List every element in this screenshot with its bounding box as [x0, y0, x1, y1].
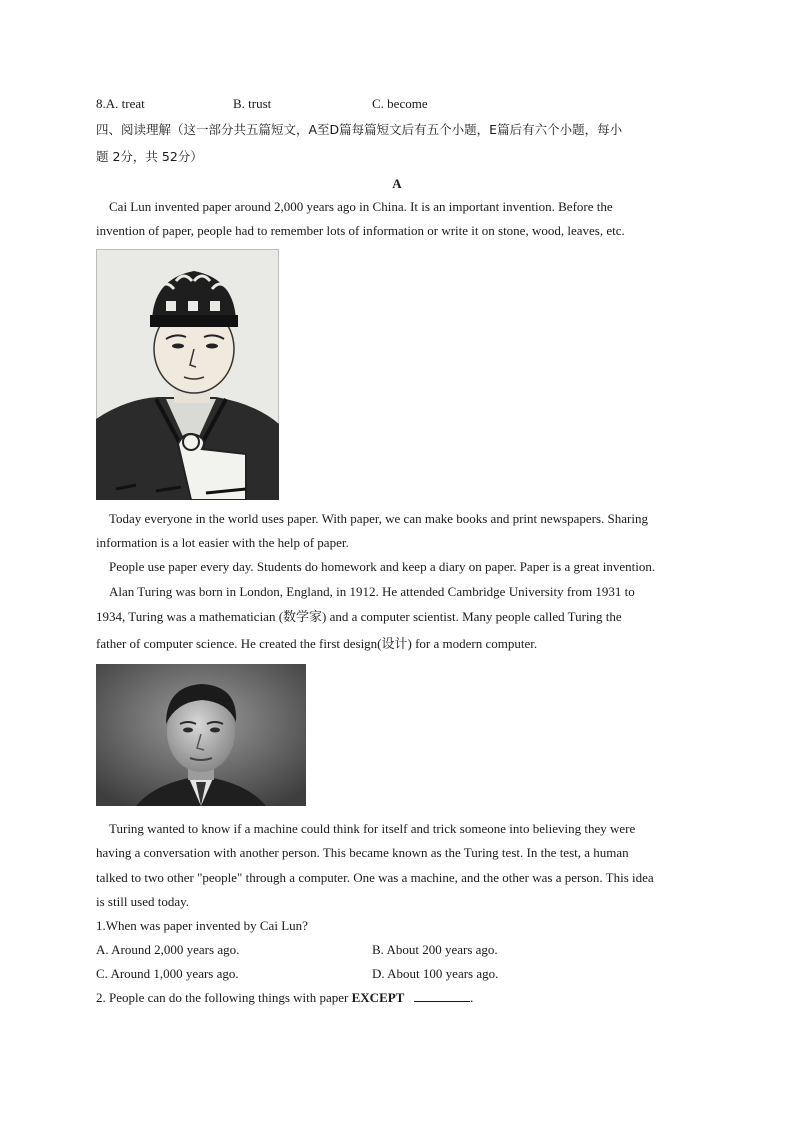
- passage-p1-line1: Cai Lun invented paper around 2,000 years ago in China. It is an important invention. Before the: [109, 199, 613, 214]
- passage-p2-line1: Today everyone in the world uses paper. With paper, we can make books and print newspapers. Sharing: [109, 511, 648, 526]
- q8-option-a: 8.A. treat: [96, 96, 145, 111]
- section-header-line2: 题 2分，共 52分）: [96, 149, 203, 164]
- alan-turing-photo: [96, 664, 306, 806]
- question1-stem: 1.When was paper invented by Cai Lun?: [96, 918, 308, 933]
- question2-stem: [96, 989, 473, 1007]
- passage-p4-line3: father of computer science. He created the first design(设计) for a modern computer.: [96, 636, 538, 651]
- passage-p3: People use paper every day. Students do homework and keep a diary on paper. Paper is a great invention.: [109, 559, 656, 574]
- passage-p2-line2: information is a lot easier with the help of paper.: [96, 535, 349, 550]
- passage-p4-line1: Alan Turing was born in London, England, in 1912. He attended Cambridge University from 1931 to: [109, 584, 635, 599]
- question1-option-d: D. About 100 years ago.: [372, 966, 499, 981]
- question2-answer-blank: [414, 989, 470, 1002]
- question1-option-a: A. Around 2,000 years ago.: [96, 942, 240, 957]
- question1-option-b: B. About 200 years ago.: [372, 942, 498, 957]
- passage-p1-line2: invention of paper, people had to remember lots of information or write it on stone, wood, leaves, etc.: [96, 223, 625, 238]
- passage-p5-line1: Turing wanted to know if a machine could think for itself and trick someone into believing they were: [109, 821, 636, 836]
- question2-end: .: [470, 990, 474, 1005]
- question2-stem-text: 2. People can do the following things with paper: [96, 990, 352, 1005]
- question2-emphasis: EXCEPT: [351, 990, 405, 1005]
- q8-option-b: B. trust: [233, 96, 272, 111]
- passage-p5-line3: talked to two other "people" through a computer. One was a machine, and the other was a person. This idea: [96, 870, 654, 885]
- section-header-line1: 四、阅读理解（这一部分共五篇短文，A至D篇每篇短文后有五个小题，E篇后有六个小题，每小: [96, 122, 623, 137]
- cai-lun-portrait: [96, 249, 279, 500]
- q8-option-c: C. become: [372, 96, 428, 111]
- passage-title: A: [392, 176, 402, 191]
- passage-p5-line2: having a conversation with another person. This became known as the Turing test. In the test, a human: [96, 845, 629, 860]
- passage-p4-line2: 1934, Turing was a mathematician (数学家) and a computer scientist. Many people called Turing the: [96, 609, 622, 624]
- question1-option-c: C. Around 1,000 years ago.: [96, 966, 239, 981]
- passage-p5-line4: is still used today.: [96, 894, 190, 909]
